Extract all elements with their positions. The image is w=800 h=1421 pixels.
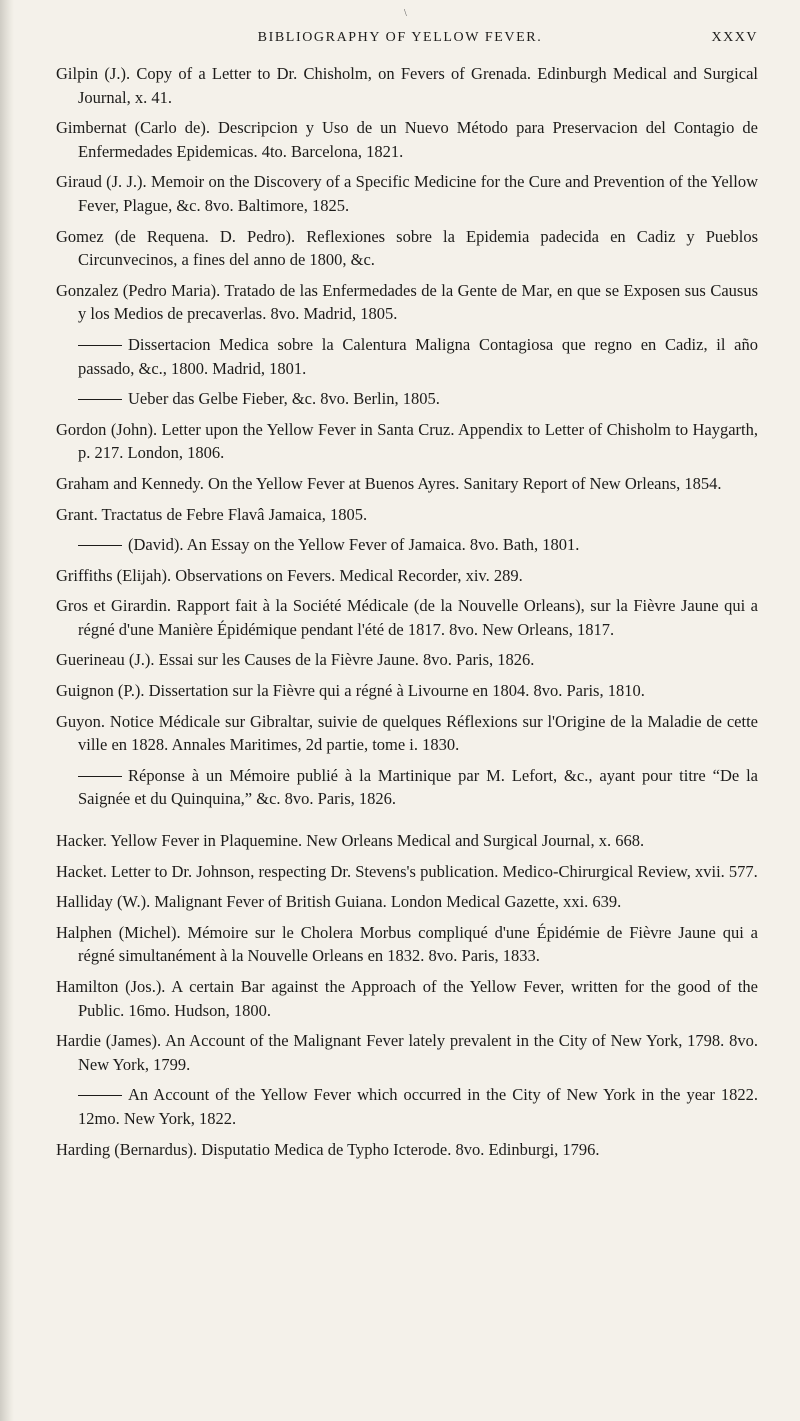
bibliography-entry bbox=[56, 860, 758, 884]
ditto-dash bbox=[78, 1095, 122, 1096]
entry-text: Hacker. Yellow Fever in Plaquemine. New Orleans Medical and Surgical Journal, x. 668. bbox=[56, 831, 645, 850]
entry-text: Grant. Tractatus de Febre Flavâ Jamaica, 1805. bbox=[56, 504, 368, 524]
entry-text: Halliday (W.). Malignant Fever of British Guiana. London Medical Gazette, xxi. 639. bbox=[56, 892, 622, 912]
bibliography-entry bbox=[56, 679, 758, 703]
bibliography-entry bbox=[56, 710, 758, 757]
bibliography-subentry bbox=[56, 533, 758, 557]
bibliography-entry bbox=[56, 503, 758, 527]
entry-text: Gomez (de Requena. D. Pedro). Reflexiones sobre la Epidemia padecida en Cadiz y Pueblos Circunvecinos, a fines del anno de 1800, &c. bbox=[56, 226, 758, 270]
entry-text: Guerineau (J.). Essai sur les Causes de la Fièvre Jaune. 8vo. Paris, 1826. bbox=[56, 650, 535, 670]
bibliography-entry bbox=[56, 472, 758, 496]
ditto-dash bbox=[78, 776, 122, 777]
bibliography-entry bbox=[56, 1138, 758, 1162]
entry-text: Gimbernat (Carlo de). Descripcion y Uso de un Nuevo Método para Preservacion del Contagio de Enfermedades Epidemicas. 4to. Barcelona, 1821. bbox=[56, 118, 758, 161]
bibliography-entry bbox=[56, 418, 758, 465]
bibliography-subentry bbox=[56, 1083, 758, 1130]
bibliography-entry bbox=[56, 648, 758, 672]
entry-text: (David). An Essay on the Yellow Fever of Jamaica. 8vo. Bath, 1801. bbox=[128, 535, 580, 555]
ditto-dash bbox=[78, 399, 122, 400]
entry-text: Graham and Kennedy. On the Yellow Fever at Buenos Ayres. Sanitary Report of New Orleans, 1854. bbox=[56, 473, 722, 493]
entry-text: Hamilton (Jos.). A certain Bar against the Approach of the Yellow Fever, written for the good of the Public. 16mo. Hudson, 1800. bbox=[56, 976, 758, 1020]
bibliography-entry bbox=[56, 1029, 758, 1076]
page-number: XXXV bbox=[711, 30, 758, 45]
entry-text: Gros et Girardin. Rapport fait à la Société Médicale (de la Nouvelle Orleans), sur la Fièvre Jaune qui a régné d'une Manière Épidémique pendant l'été de 1817. 8vo. New Orleans, 1817. bbox=[56, 596, 758, 639]
bibliography-subentry bbox=[56, 764, 758, 811]
ditto-dash bbox=[78, 345, 122, 346]
bibliography-entry bbox=[56, 116, 758, 163]
entry-text: Dissertacion Medica sobre la Calentura Maligna Contagiosa que regno en Cadiz, il año passado, &c., 1800. Madrid, 1801. bbox=[78, 334, 758, 378]
entry-text: Hacket. Letter to Dr. Johnson, respecting Dr. Stevens's publication. Medico-Chirurgical Review, xvii. 577. bbox=[56, 861, 758, 881]
bibliography-entry bbox=[56, 62, 758, 109]
entry-text: Gordon (John). Letter upon the Yellow Fever in Santa Cruz. Appendix to Letter of Chisholm to Haygarth, p. 217. London, 1806. bbox=[56, 419, 758, 463]
entries-g bbox=[56, 62, 758, 818]
entries-h bbox=[56, 829, 758, 1168]
entry-text: Halphen (Michel). Mémoire sur le Cholera Morbus compliqué d'une Épidémie de Fièvre Jaune qui a régné simultanément à la Nouvelle Orleans en 1832. 8vo. Paris, 1833. bbox=[56, 922, 758, 966]
bibliography-entry bbox=[56, 225, 758, 272]
bibliography-entry bbox=[56, 890, 758, 914]
bibliography-entry bbox=[56, 594, 758, 641]
entry-text: Réponse à un Mémoire publié à la Martinique par M. Lefort, &c., ayant pour titre “De la Saignée et du Quinquina,” &c. 8vo. Paris, 1826. bbox=[78, 765, 758, 809]
bibliography-entry bbox=[56, 170, 758, 217]
bibliography-subentry bbox=[56, 333, 758, 380]
entry-text: Harding (Bernardus). Disputatio Medica de Typho Icterode. 8vo. Edinburgi, 1796. bbox=[56, 1139, 600, 1159]
bibliography-subentry bbox=[56, 387, 758, 411]
entry-text: Hardie (James). An Account of the Malignant Fever lately prevalent in the City of New York, 1798. 8vo. New York, 1799. bbox=[56, 1031, 758, 1074]
bibliography-entry bbox=[56, 921, 758, 968]
ditto-dash bbox=[78, 545, 122, 546]
print-mark: \ bbox=[404, 8, 407, 19]
entry-text: Ueber das Gelbe Fieber, &c. 8vo. Berlin, 1805. bbox=[128, 389, 440, 409]
entry-text: An Account of the Yellow Fever which occurred in the City of New York in the year 1822. 12mo. New York, 1822. bbox=[78, 1085, 758, 1128]
entry-text: Gonzalez (Pedro Maria). Tratado de las Enfermedades de la Gente de Mar, en que se Exposen sus Causus y los Medios de precaverlas. 8vo. Madrid, 1805. bbox=[56, 280, 758, 324]
bibliography-entry bbox=[56, 975, 758, 1022]
entry-text: Gilpin (J.). Copy of a Letter to Dr. Chisholm, on Fevers of Grenada. Edinburgh Medical and Surgical Journal, x. 41. bbox=[56, 64, 758, 107]
entry-text: Giraud (J. J.). Memoir on the Discovery of a Specific Medicine for the Cure and Prevention of the Yellow Fever, Plague, &c. 8vo. Baltimore, 1825. bbox=[56, 172, 758, 215]
page-header bbox=[0, 28, 800, 50]
entry-text: Guignon (P.). Dissertation sur la Fièvre qui a régné à Livourne en 1804. 8vo. Paris, 1810. bbox=[56, 681, 645, 701]
entry-text: Guyon. Notice Médicale sur Gibraltar, suivie de quelques Réflexions sur l'Origine de la Maladie de cette ville en 1828. Annales Maritimes, 2d partie, tome i. 1830. bbox=[56, 711, 758, 755]
bibliography-entry bbox=[56, 829, 758, 853]
entry-text: Griffiths (Elijah). Observations on Fevers. Medical Recorder, xiv. 289. bbox=[56, 565, 523, 585]
running-title: BIBLIOGRAPHY OF YELLOW FEVER. bbox=[257, 30, 543, 45]
binding-shadow bbox=[0, 0, 14, 1421]
bibliography-entry bbox=[56, 279, 758, 326]
bibliography-entry bbox=[56, 564, 758, 588]
